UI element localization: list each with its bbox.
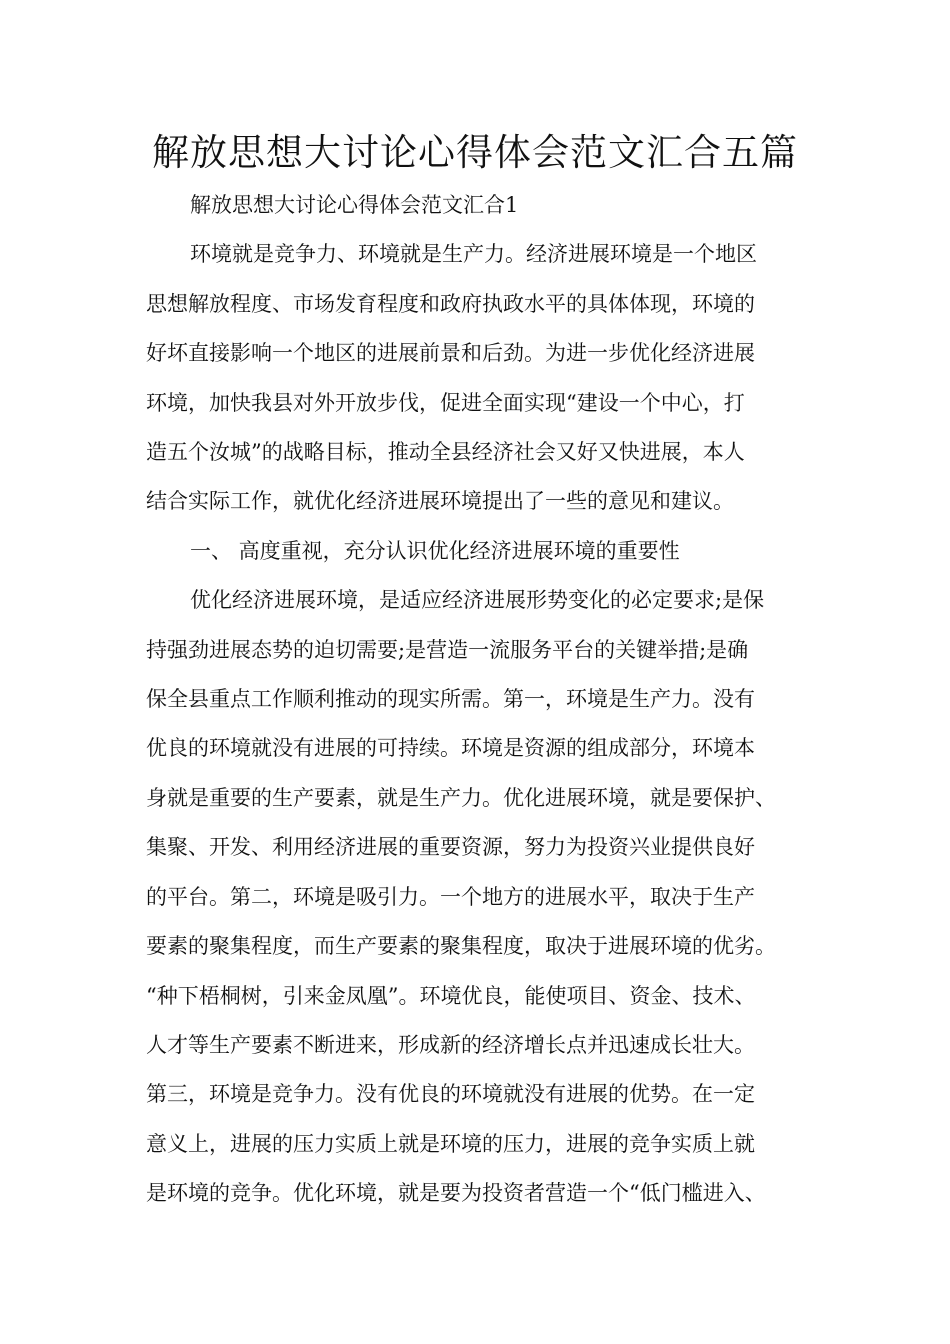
- paragraph-line: 要素的聚集程度，而生产要素的聚集程度，取决于进展环境的优劣。: [146, 934, 776, 959]
- paragraph-line: 的平台。第二，环境是吸引力。一个地方的进展水平，取决于生产: [146, 884, 755, 909]
- paragraph-line: 集聚、开发、利用经济进展的重要资源，努力为投资兴业提供良好: [146, 835, 755, 860]
- paragraph-line: 一、 高度重视，充分认识优化经济进展环境的重要性: [190, 538, 680, 563]
- paragraph-container: [146, 230, 822, 1218]
- paragraph-line: 造五个汝城”的战略目标，推动全县经济社会又好又快进展，本人: [146, 440, 745, 465]
- paragraph-line: 结合实际工作，就优化经济进展环境提出了一些的意见和建议。: [146, 489, 734, 514]
- paragraph-line: 环境就是竞争力、环境就是生产力。经济进展环境是一个地区: [190, 242, 757, 267]
- paragraph-line: 持强劲进展态势的迫切需要;是营造一流服务平台的关键举措;是确: [146, 637, 749, 662]
- paragraph: [146, 230, 822, 526]
- paragraph-line: 意义上，进展的压力实质上就是环境的压力，进展的竞争实质上就: [146, 1131, 755, 1156]
- paragraph-line: 思想解放程度、市场发育程度和政府执政水平的具体体现，环境的: [146, 291, 755, 316]
- paragraph-line: “种下梧桐树，引来金凤凰”。环境优良，能使项目、资金、技术、: [146, 983, 756, 1008]
- paragraph-line: 好坏直接影响一个地区的进展前景和后劲。为进一步优化经济进展: [146, 341, 755, 366]
- paragraph-line: 人才等生产要素不断进来，形成新的经济增长点并迅速成长壮大。: [146, 1032, 755, 1057]
- section-subtitle: 解放思想大讨论心得体会范文汇合1: [190, 193, 519, 217]
- document-title: 解放思想大讨论心得体会范文汇合五篇: [152, 131, 798, 174]
- paragraph-line: 保全县重点工作顺利推动的现实所需。第一，环境是生产力。没有: [146, 687, 755, 712]
- paragraph: [146, 576, 822, 1218]
- paragraph: [146, 527, 822, 576]
- paragraph-line: 环境，加快我县对外开放步伐，促进全面实现“建设一个中心，打: [146, 390, 745, 415]
- paragraph-line: 第三，环境是竞争力。没有优良的环境就没有进展的优势。在一定: [146, 1082, 755, 1107]
- paragraph-line: 身就是重要的生产要素，就是生产力。优化进展环境，就是要保护、: [146, 785, 776, 810]
- paragraph-line: 是环境的竞争。优化环境，就是要为投资者营造一个“低门槛进入、: [146, 1181, 766, 1206]
- document-body: [146, 181, 822, 1219]
- paragraph-line: 优良的环境就没有进展的可持续。环境是资源的组成部分，环境本: [146, 736, 755, 761]
- paragraph-line: 优化经济进展环境，是适应经济进展形势变化的必定要求;是保: [190, 588, 765, 613]
